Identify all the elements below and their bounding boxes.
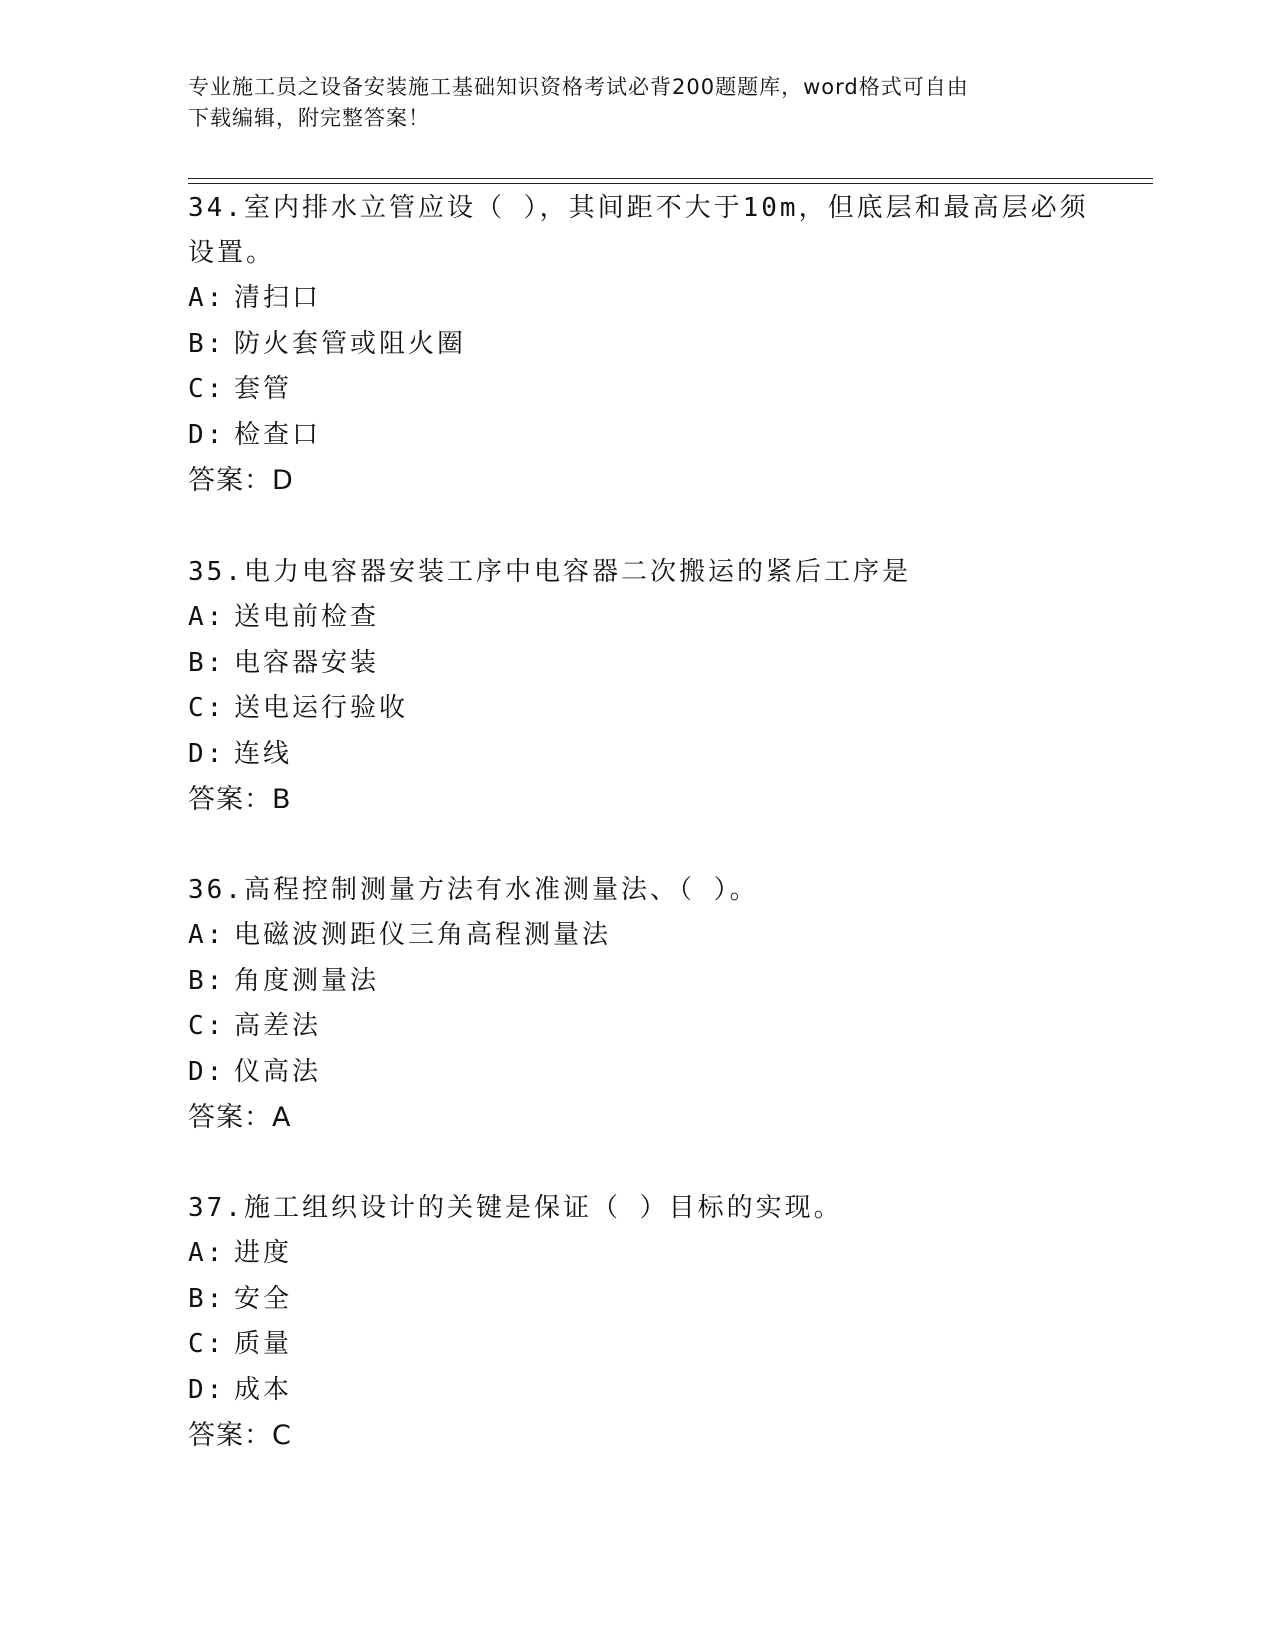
option-letter: D:: [188, 1374, 226, 1405]
option-a: [188, 595, 1098, 641]
option-c: [188, 1004, 1098, 1050]
option-d: [188, 1050, 1098, 1096]
option-text: 成本: [234, 1374, 293, 1405]
option-text: 检查口: [234, 419, 322, 450]
header-divider-bottom: [188, 183, 1153, 184]
answer: 答案：D: [188, 465, 294, 496]
option-letter: C:: [188, 1011, 226, 1041]
option-a: [188, 1231, 1098, 1277]
question-stem: 36.高程控制测量方法有水准测量法、（ ）。: [188, 875, 759, 905]
option-letter: A:: [188, 283, 226, 313]
option-letter: A:: [188, 920, 226, 950]
option-text: 防火套管或阻火圈: [234, 328, 467, 359]
option-c: [188, 1322, 1098, 1368]
option-letter: D:: [188, 1056, 226, 1087]
option-text: 电磁波测距仪三角高程测量法: [234, 920, 612, 950]
option-text: 质量: [234, 1329, 293, 1359]
option-text: 清扫口: [234, 283, 322, 313]
question-stem-continued: 设置。: [188, 238, 276, 268]
option-letter: C:: [188, 374, 226, 404]
question-stem: 34.室内排水立管应设（ ），其间距不大于10m，但底层和最高层必须: [188, 193, 1089, 223]
option-b: [188, 322, 1098, 368]
option-letter: A:: [188, 602, 226, 632]
answer: 答案：C: [188, 1420, 292, 1451]
option-letter: D:: [188, 738, 226, 769]
header-divider-top: [188, 178, 1153, 179]
option-text: 仪高法: [234, 1056, 322, 1087]
answer: 答案：B: [188, 784, 292, 815]
option-text: 送电运行验收: [234, 693, 409, 723]
option-b: [188, 641, 1098, 687]
option-d: [188, 732, 1098, 778]
option-text: 安全: [234, 1283, 293, 1314]
question-stem: 35.电力电容器安装工序中电容器二次搬运的紧后工序是: [188, 557, 911, 587]
option-b: [188, 1277, 1098, 1323]
question-35: [188, 550, 1098, 823]
question-stem: 37.施工组织设计的关键是保证（ ）目标的实现。: [188, 1193, 843, 1223]
header-line-1: 专业施工员之设备安装施工基础知识资格考试必背200题题库，word格式可自由: [188, 75, 969, 99]
option-a: [188, 913, 1098, 959]
document-header: [188, 72, 1088, 134]
option-b: [188, 959, 1098, 1005]
question-36: [188, 868, 1098, 1141]
option-letter: B:: [188, 965, 226, 996]
answer: 答案：A: [188, 1102, 292, 1133]
option-letter: D:: [188, 419, 226, 450]
question-37: [188, 1186, 1098, 1459]
option-text: 角度测量法: [234, 965, 380, 996]
option-letter: A:: [188, 1238, 226, 1268]
option-letter: C:: [188, 693, 226, 723]
option-text: 进度: [234, 1238, 293, 1268]
option-c: [188, 686, 1098, 732]
option-text: 套管: [234, 374, 293, 404]
option-letter: B:: [188, 1283, 226, 1314]
option-letter: C:: [188, 1329, 226, 1359]
option-text: 送电前检查: [234, 602, 380, 632]
option-text: 高差法: [234, 1011, 322, 1041]
option-letter: B:: [188, 328, 226, 359]
option-c: [188, 367, 1098, 413]
option-a: [188, 276, 1098, 322]
option-text: 连线: [234, 738, 293, 769]
option-text: 电容器安装: [234, 647, 380, 678]
option-d: [188, 413, 1098, 459]
option-letter: B:: [188, 647, 226, 678]
question-34: [188, 186, 1098, 504]
option-d: [188, 1368, 1098, 1414]
header-line-2: 下载编辑，附完整答案！: [188, 106, 430, 130]
